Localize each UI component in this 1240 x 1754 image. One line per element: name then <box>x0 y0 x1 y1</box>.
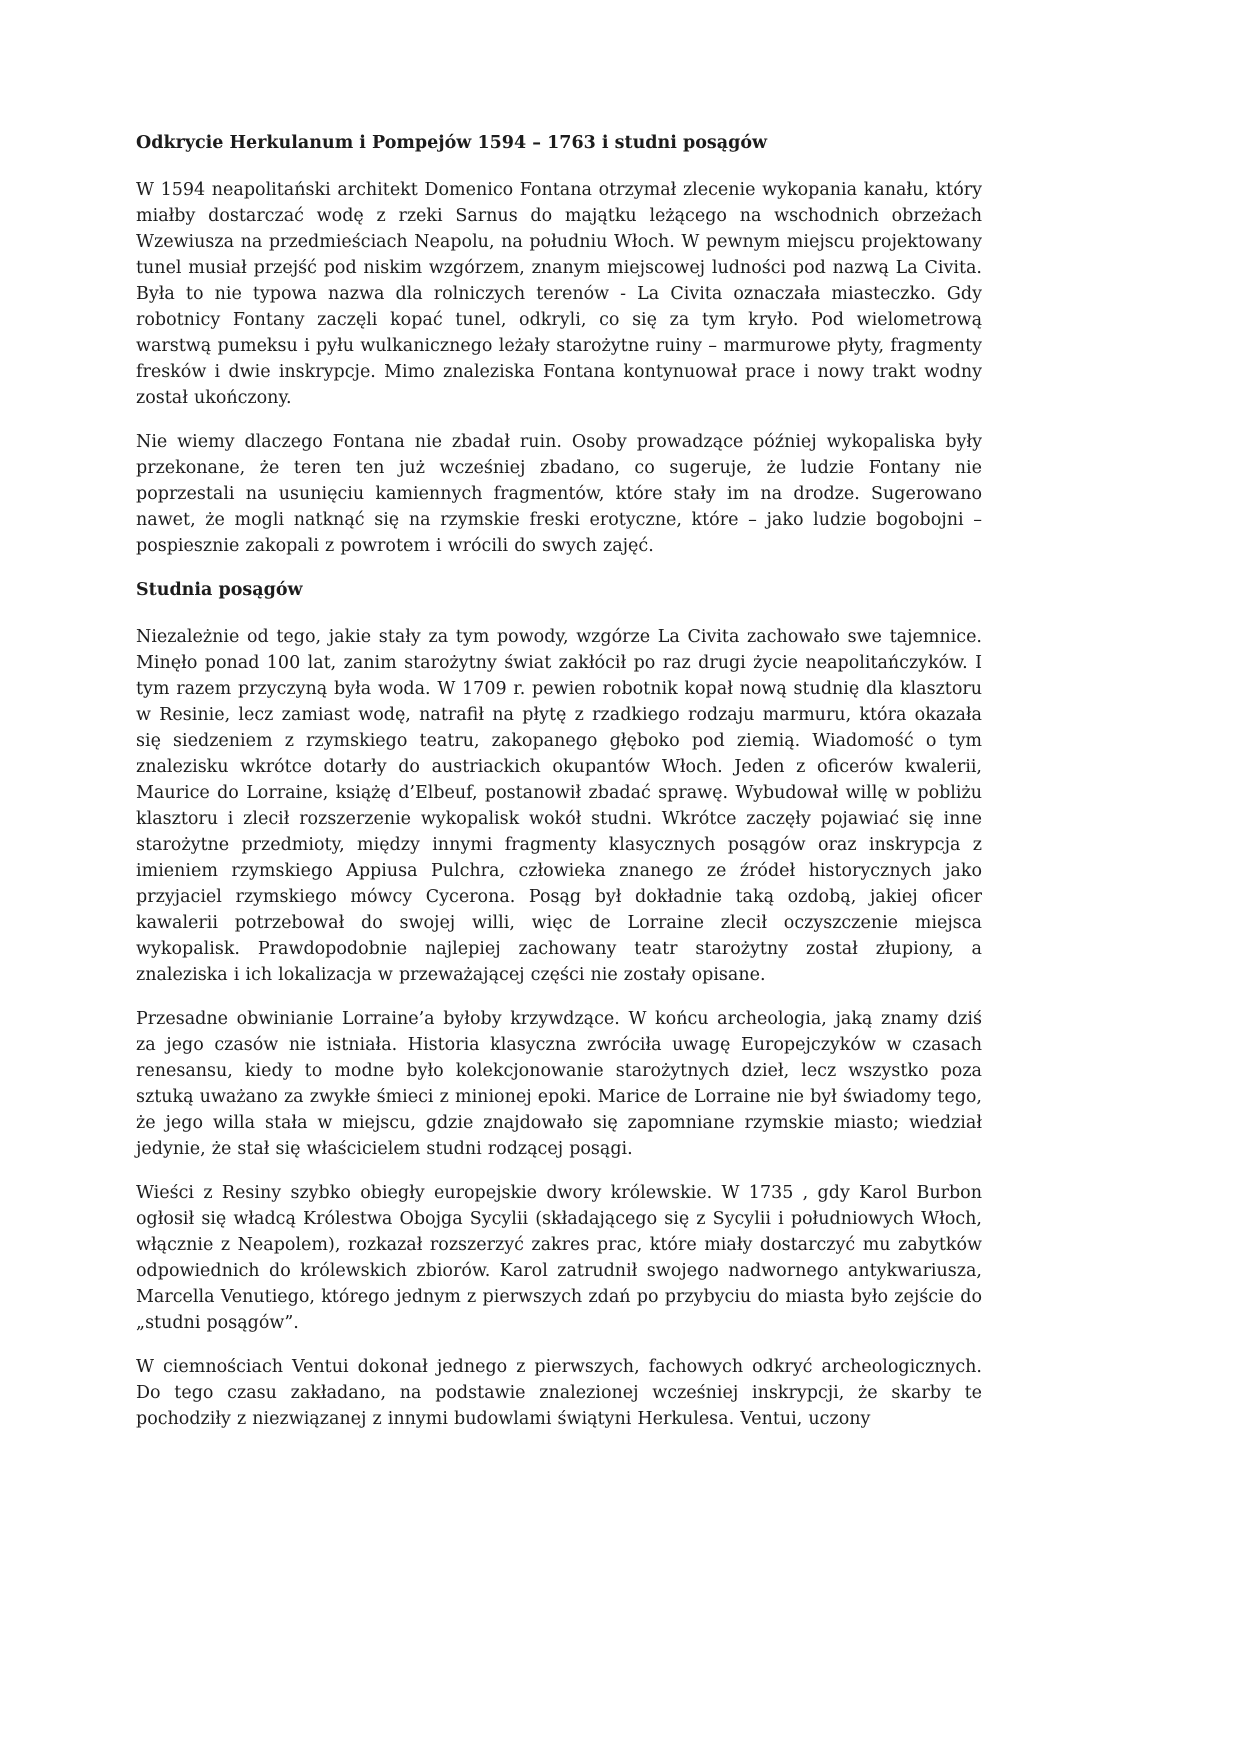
paragraph-fontana-canal: W 1594 neapolitański architekt Domenico Fontana otrzymał zlecenie wykopania kanału, który miałby dostarczać wodę z rzeki Sarnus do majątku leżącego na wschodnich obrzeżach Wzewiusza na przedmieściach Neapolu, na południu Włoch. W pewnym miejscu projektowany tunel musiał przejść pod niskim wzgórzem, znanym miejscowej ludności pod nazwą La Civita. Była to nie typowa nazwa dla rolniczych terenów - La Civita oznaczała miasteczko. Gdy robotnicy Fontany zaczęli kopać tunel, odkryli, co się za tym kryło. Pod wielometrową warstwą pumeksu i pyłu wulkanicznego leżały starożytne ruiny – marmurowe płyty, fragmenty fresków i dwie inskrypcje. Mimo znaleziska Fontana kontynuował prace i nowy trakt wodny został ukończony. <box>136 180 982 408</box>
paragraph-well-discovery: Niezależnie od tego, jakie stały za tym powody, wzgórze La Civita zachowało swe tajemnice. Minęło ponad 100 lat, zanim starożytny świat zakłócił po raz drugi życie neapolitańczyków. I tym razem przyczyną była woda. W 1709 r. pewien robotnik kopał nową studnię dla klasztoru w Resinie, lecz zamiast wodę, natrafił na płytę z rzadkiego rodzaju marmuru, która okazała się siedzeniem z rzymskiego teatru, zakopanego głęboko pod ziemią. Wiadomość o tym znalezisku wkrótce dotarły do austriackich okupantów Włoch. Jeden z oficerów kwalerii, Maurice do Lorraine, książę d’Elbeuf, postanowił zbadać sprawę. Wybudował willę w pobliżu klasztoru i zlecił rozszerzenie wykopalisk wokół studni. Wkrótce zaczęły pojawiać się inne starożytne przedmioty, między innymi fragmenty klasycznych posągów oraz inskrypcja z imieniem rzymskiego Appiusa Pulchra, człowieka znanego ze źródeł historycznych jako przyjaciel rzymskiego mówcy Cycerona. Posąg był dokładnie taką ozdobą, jakiej oficer kawalerii potrzebował do swojej willi, więc de Lorraine zlecił oczyszczenie miejsca wykopalisk. Prawdopodobnie najlepiej zachowany teatr starożytny został złupiony, a znaleziska i ich lokalizacja w przeważającej części nie zostały opisane. <box>136 627 982 985</box>
paragraph-unexplored-ruins: Nie wiemy dlaczego Fontana nie zbadał ruin. Osoby prowadzące później wykopaliska były przekonane, że teren ten już wcześniej zbadano, co sugeruje, że ludzie Fontany nie poprzestali na usunięciu kamiennych fragmentów, które stały im na drodze. Sugerowano nawet, że mogli natknąć się na rzymskie freski erotyczne, które – jako ludzie bogobojni – pospiesznie zakopali z powrotem i wrócili do swych zajęć. <box>136 432 982 556</box>
paragraph-ventui-discovery: W ciemnościach Ventui dokonał jednego z pierwszych, fachowych odkryć archeologicznych. Do tego czasu zakładano, na podstawie znalezionej wcześniej inskrypcji, że skarby te pochodziły z niezwiązanej z innymi budowlami świątyni Herkulesa. Ventui, uczony <box>136 1357 982 1429</box>
paragraph-lorraine-blame: Przesadne obwinianie Lorraine’a byłoby krzywdzące. W końcu archeologia, jaką znamy dziś za jego czasów nie istniała. Historia klasyczna zwróciła uwagę Europejczyków w czasach renesansu, kiedy to modne było kolekcjonowanie starożytnych dzieł, lecz wszystko poza sztuką uważano za zwykłe śmieci z minionej epoki. Marice de Lorraine nie był świadomy tego, że jego willa stała w miejscu, gdzie znajdowało się zapomniane rzymskie miasto; wiedział jedynie, że stał się właścicielem studni rodzącej posągi. <box>136 1009 982 1159</box>
document-title: Odkrycie Herkulanum i Pompejów 1594 – 1763 i studni posągów <box>136 133 768 153</box>
section-heading-studnia-posagow: Studnia posągów <box>136 580 303 600</box>
paragraph-royal-courts: Wieści z Resiny szybko obiegły europejskie dwory królewskie. W 1735 , gdy Karol Burbon ogłosił się władcą Królestwa Obojga Sycylii (składającego się z Sycylii i południowych Włoch, włącznie z Neapolem), rozkazał rozszerzyć zakres prac, które miały dostarczyć mu zabytków odpowiednich do królewskich zbiorów. Karol zatrudnił swojego nadwornego antykwariusza, Marcella Venutiego, którego jednym z pierwszych zdań po przybyciu do miasta było zejście do „studni posągów”. <box>136 1183 982 1333</box>
